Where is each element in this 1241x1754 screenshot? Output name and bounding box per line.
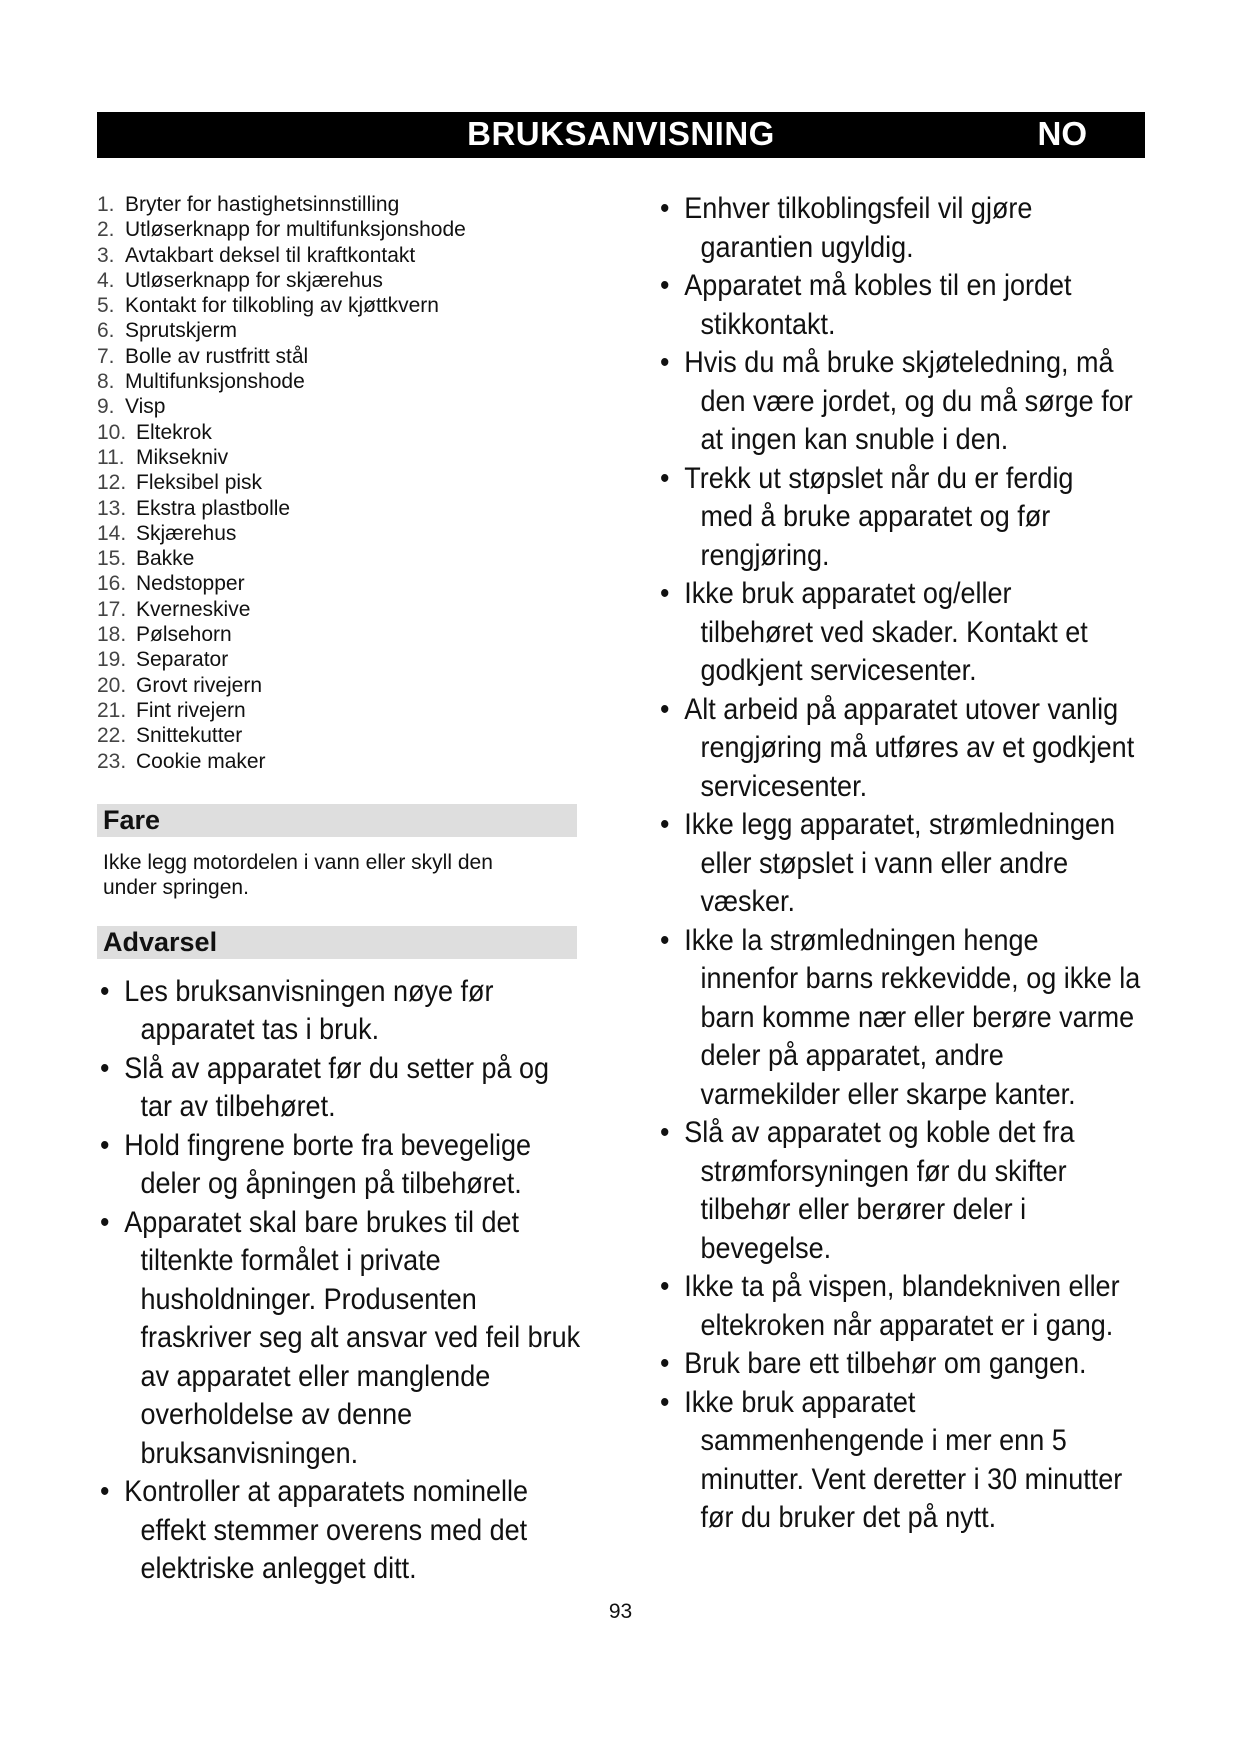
page-number: 93 [608, 1600, 633, 1623]
bullet-icon: • [660, 577, 670, 610]
bullet-icon: • [660, 346, 670, 379]
language-code: NO [1037, 115, 1087, 152]
warning-item [100, 1127, 661, 1204]
warning-line: elektriske anlegget ditt. [140, 1552, 417, 1586]
bullet-icon: • [660, 192, 670, 225]
list-item-label: Kverneskive [136, 597, 251, 621]
list-item-label: Bryter for hastighetsinnstilling [125, 193, 400, 216]
fare-text: Ikke legg motordelen i vann eller skyll den under springen. [103, 850, 493, 899]
warning-line: strømforsyningen før du skifter [700, 1154, 1067, 1188]
warning-line: bruksanvisningen. [140, 1436, 359, 1470]
page-title: BRUKSANVISNING [467, 115, 775, 152]
warning-line: deler på apparatet, andre [700, 1039, 1004, 1072]
list-item [97, 723, 597, 748]
warning-line: Ikke la strømledningen henge [684, 923, 1039, 957]
warning-line: Alt arbeid på apparatet utover vanlig [684, 692, 1119, 726]
bullet-icon: • [100, 1051, 110, 1085]
list-item-label: Skjærehus [136, 521, 237, 545]
warning-line: effekt stemmer overens med det [140, 1513, 528, 1547]
warning-line: før du bruker det på nytt. [700, 1501, 997, 1534]
warning-line: varmekilder eller skarpe kanter. [700, 1077, 1076, 1111]
warning-line: barn komme nær eller berøre varme [700, 1000, 1135, 1034]
list-item [97, 445, 597, 470]
fare-heading: Fare [97, 804, 577, 837]
list-item [97, 496, 597, 521]
bullet-icon: • [660, 1270, 670, 1303]
list-item-number: 18. [97, 623, 127, 647]
warning-line: Ikke bruk apparatet [684, 1385, 916, 1419]
list-item-number: 10. [97, 420, 127, 444]
list-item-label: Eltekrok [136, 420, 212, 444]
warning-line: husholdninger. Produsenten [140, 1282, 477, 1316]
list-item [97, 571, 597, 596]
list-item [97, 546, 597, 571]
warning-item [100, 1204, 661, 1474]
bullet-icon: • [660, 1347, 670, 1380]
list-item [97, 293, 597, 318]
list-item-number: 12. [97, 471, 127, 495]
warning-line: den være jordet, og du må sørge for [700, 384, 1133, 418]
list-item-number: 3. [97, 243, 115, 267]
warning-line: bevegelse. [700, 1231, 832, 1265]
left-column [97, 192, 597, 1589]
warning-item [100, 973, 661, 1050]
bullet-icon: • [100, 1205, 110, 1239]
warning-item [660, 267, 1241, 344]
bullet-icon: • [100, 1128, 110, 1162]
warning-line: med å bruke apparatet og før [700, 500, 1051, 533]
list-item [97, 470, 597, 495]
list-item-label: Grovt rivejern [136, 673, 263, 697]
list-item-label: Utløserknapp for multifunksjonshode [125, 218, 466, 242]
list-item [97, 647, 597, 672]
warning-line: godkjent servicesenter. [700, 654, 977, 687]
list-item-number: 23. [97, 749, 127, 773]
list-item-label: Fleksibel pisk [136, 471, 263, 495]
list-item-number: 4. [97, 268, 115, 292]
warning-line: fraskriver seg alt ansvar ved feil bruk [140, 1321, 581, 1355]
warning-item [660, 344, 1241, 460]
list-item-label: Cookie maker [136, 749, 266, 773]
warning-line: Les bruksanvisningen nøye før [124, 974, 494, 1008]
list-item-number: 16. [97, 572, 127, 596]
list-item-label: Ekstra plastbolle [136, 496, 291, 520]
bullet-icon: • [660, 461, 670, 495]
warning-line: tiltenkte formålet i private [140, 1244, 441, 1278]
list-item-number: 7. [97, 344, 115, 368]
warning-line: Hvis du må bruke skjøteledning, må [684, 346, 1114, 379]
warning-line: Apparatet skal bare brukes til det [124, 1205, 520, 1239]
list-item-label: Visp [125, 395, 166, 419]
list-item-label: Bakke [136, 547, 195, 571]
list-item [97, 217, 597, 242]
warning-item [660, 1268, 1241, 1345]
list-item-number: 2. [97, 218, 115, 242]
warning-line: innenfor barns rekkevidde, og ikke la [700, 962, 1141, 995]
list-item-label: Miksekniv [136, 445, 229, 469]
list-item-number: 9. [97, 395, 115, 419]
list-item-number: 5. [97, 294, 115, 318]
bullet-icon: • [660, 923, 670, 957]
warning-line: garantien ugyldig. [700, 230, 914, 264]
list-item-number: 15. [97, 547, 127, 571]
list-item [97, 394, 597, 419]
list-item [97, 673, 597, 698]
list-item-label: Avtakbart deksel til kraftkontakt [125, 243, 416, 267]
list-item-number: 11. [97, 445, 125, 469]
warning-line: Ikke bruk apparatet og/eller [684, 577, 1012, 610]
warning-item [100, 1473, 661, 1589]
warning-line: Slå av apparatet før du setter på og [124, 1051, 550, 1085]
warning-line: Enhver tilkoblingsfeil vil gjøre [684, 192, 1033, 225]
bullet-icon: • [660, 1116, 670, 1149]
warning-line: Ikke ta på vispen, blandekniven eller [684, 1270, 1120, 1303]
list-item-label: Bolle av rustfritt stål [125, 344, 309, 368]
bullet-icon: • [660, 692, 670, 726]
header-bar [97, 112, 1145, 158]
warning-line: Ikke legg apparatet, strømledningen [684, 808, 1116, 841]
list-item-label: Utløserknapp for skjærehus [125, 268, 383, 292]
list-item-number: 6. [97, 319, 115, 343]
warning-line: servicesenter. [700, 769, 868, 803]
list-item [97, 369, 597, 394]
bullet-icon: • [100, 1475, 110, 1509]
list-item-number: 22. [97, 724, 127, 748]
left-warning-list [97, 973, 597, 1589]
list-item-number: 20. [97, 673, 127, 697]
list-item-label: Pølsehorn [136, 623, 232, 647]
warning-line: Apparatet må kobles til en jordet [684, 269, 1072, 302]
list-item-number: 1. [97, 193, 115, 216]
warning-line: stikkontakt. [700, 307, 836, 341]
list-item-number: 19. [97, 648, 127, 672]
bullet-icon: • [100, 974, 110, 1008]
list-item-number: 21. [97, 698, 127, 722]
warning-line: Bruk bare ett tilbehør om gangen. [684, 1347, 1087, 1380]
parts-list [97, 192, 597, 774]
warning-line: Kontroller at apparatets nominelle [124, 1475, 529, 1509]
warning-line: overholdelse av denne [140, 1398, 413, 1432]
warning-line: av apparatet eller manglende [140, 1359, 491, 1393]
list-item [97, 192, 597, 217]
warning-item [100, 1050, 661, 1127]
warning-line: tilbehør eller berører deler i [700, 1193, 1027, 1226]
list-item [97, 622, 597, 647]
warning-line: rengjøring. [700, 538, 830, 572]
list-item-label: Multifunksjonshode [125, 370, 305, 394]
warning-line: Hold fingrene borte fra bevegelige [124, 1128, 532, 1162]
warning-line: eller støpslet i vann eller andre [700, 846, 1069, 880]
warning-line: at ingen kan snuble i den. [700, 423, 1009, 456]
right-warning-list [660, 190, 1180, 1538]
list-item-label: Nedstopper [136, 572, 245, 596]
list-item-label: Kontakt for tilkobling av kjøttkvern [125, 294, 439, 318]
warning-item [660, 1114, 1241, 1268]
warning-item [660, 575, 1241, 691]
warning-line: deler og åpningen på tilbehøret. [140, 1167, 522, 1201]
list-item-number: 14. [97, 521, 127, 545]
list-item [97, 318, 597, 343]
list-item-label: Sprutskjerm [125, 319, 238, 343]
warning-line: sammenhengende i mer enn 5 [700, 1424, 1067, 1457]
list-item-number: 13. [97, 496, 127, 520]
warning-line: rengjøring må utføres av et godkjent [700, 731, 1135, 764]
warning-item [660, 460, 1241, 576]
list-item [97, 243, 597, 268]
list-item [97, 344, 597, 369]
warning-item [660, 1345, 1241, 1384]
warning-item [660, 1384, 1241, 1538]
list-item [97, 749, 597, 774]
warning-line: Trekk ut støpslet når du er ferdig [684, 461, 1074, 495]
warning-line: tar av tilbehøret. [140, 1090, 336, 1124]
list-item-label: Separator [136, 648, 229, 672]
warning-item [660, 922, 1241, 1115]
list-item-number: 8. [97, 370, 115, 394]
list-item-label: Snittekutter [136, 724, 243, 748]
advarsel-heading: Advarsel [97, 926, 577, 959]
warning-line: væsker. [700, 885, 796, 918]
warning-item [660, 806, 1241, 922]
warning-item [660, 190, 1241, 267]
list-item [97, 597, 597, 622]
warning-item [660, 691, 1241, 807]
list-item-label: Fint rivejern [136, 698, 246, 722]
list-item-number: 17. [97, 597, 127, 621]
list-item [97, 521, 597, 546]
warning-line: Slå av apparatet og koble det fra [684, 1116, 1075, 1149]
warning-line: minutter. Vent deretter i 30 minutter [700, 1462, 1123, 1496]
list-item [97, 420, 597, 445]
list-item [97, 698, 597, 723]
warning-line: tilbehøret ved skader. Kontakt et [700, 615, 1088, 649]
bullet-icon: • [660, 808, 670, 841]
warning-line: apparatet tas i bruk. [140, 1013, 380, 1047]
right-column [660, 190, 1180, 1538]
warning-line: eltekroken når apparatet er i gang. [700, 1308, 1114, 1342]
bullet-icon: • [660, 269, 670, 302]
list-item [97, 268, 597, 293]
bullet-icon: • [660, 1385, 670, 1419]
